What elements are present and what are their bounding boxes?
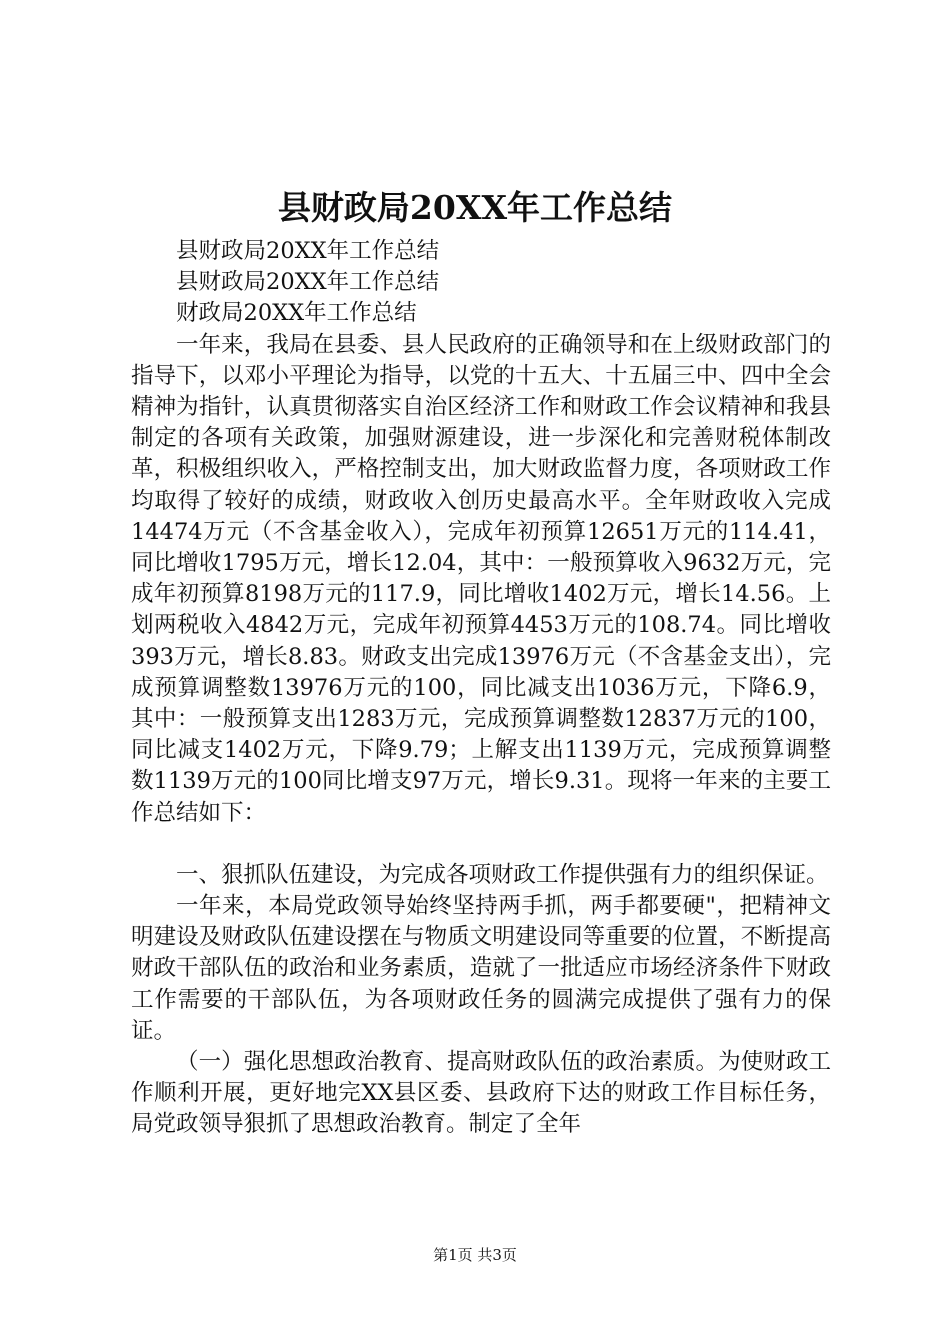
- subtitle-line-1: 县财政局20XX年工作总结: [176, 238, 440, 264]
- subtitle-line-2: 县财政局20XX年工作总结: [176, 269, 440, 296]
- section-1-heading: 一、狠抓队伍建设，为完成各项财政工作提供强有力的组织保证。: [176, 861, 829, 888]
- document-body: [131, 236, 831, 1141]
- section-1-paragraph: 一年来，本局党政领导始终坚持两手抓，两手都要硬"，把精神文明建设及财政队伍建设摆在与物质文明建设同等重要的位置，不断提高财政干部队伍的政治和业务素质，造就了一批适应市场经济条件下财政工作需要的干部队伍，为各项财政任务的圆满完成提供了强有力的保证。: [131, 893, 831, 1044]
- document-title: 县财政局20XX年工作总结: [277, 188, 673, 227]
- page-footer: 第1页 共3页: [433, 1246, 517, 1264]
- subtitle-line-3: 财政局20XX年工作总结: [176, 300, 417, 327]
- subsection-1-paragraph: （一）强化思想政治教育、提高财政队伍的政治素质。为使财政工作顺利开展，更好地完XX县区委、县政府下达的财政工作目标任务，局党政领导狠抓了思想政治教育。制定了全年: [131, 1049, 831, 1138]
- intro-paragraph: 一年来，我局在县委、县人民政府的正确领导和在上级财政部门的指导下，以邓小平理论为指导，以党的十五大、十五届三中、四中全会精神为指针，认真贯彻落实自治区经济工作和财政工作会议精神和我县制定的各项有关政策，加强财源建设，进一步深化和完善财税体制改革，积极组织收入，严格控制支出，加大财政监督力度，各项财政工作均取得了较好的成绩，财政收入创历史最高水平。全年财政收入完成14474万元（不含基金收入），完成年初预算12651万元的114.41，同比增收1795万元，增长12.04，其中：一般预算收入9632万元，完成年初预算8198万元的117.9，同比增收1402万元，增长14.56。上划两税收入4842万元，完成年初预算4453万元的108.74。同比增收393万元，增长8.83。财政支出完成13976万元（不含基金支出），完成预算调整数13976万元的100，同比减支出1036万元，下降6.9，其中：一般预算支出1283万元，完成预算调整数12837万元的100，同比减支1402万元，下降9.79；上解支出1139万元，完成预算调整数1139万元的100同比增支97万元，增长9.31。现将一年来的主要工作总结如下：: [131, 331, 831, 826]
